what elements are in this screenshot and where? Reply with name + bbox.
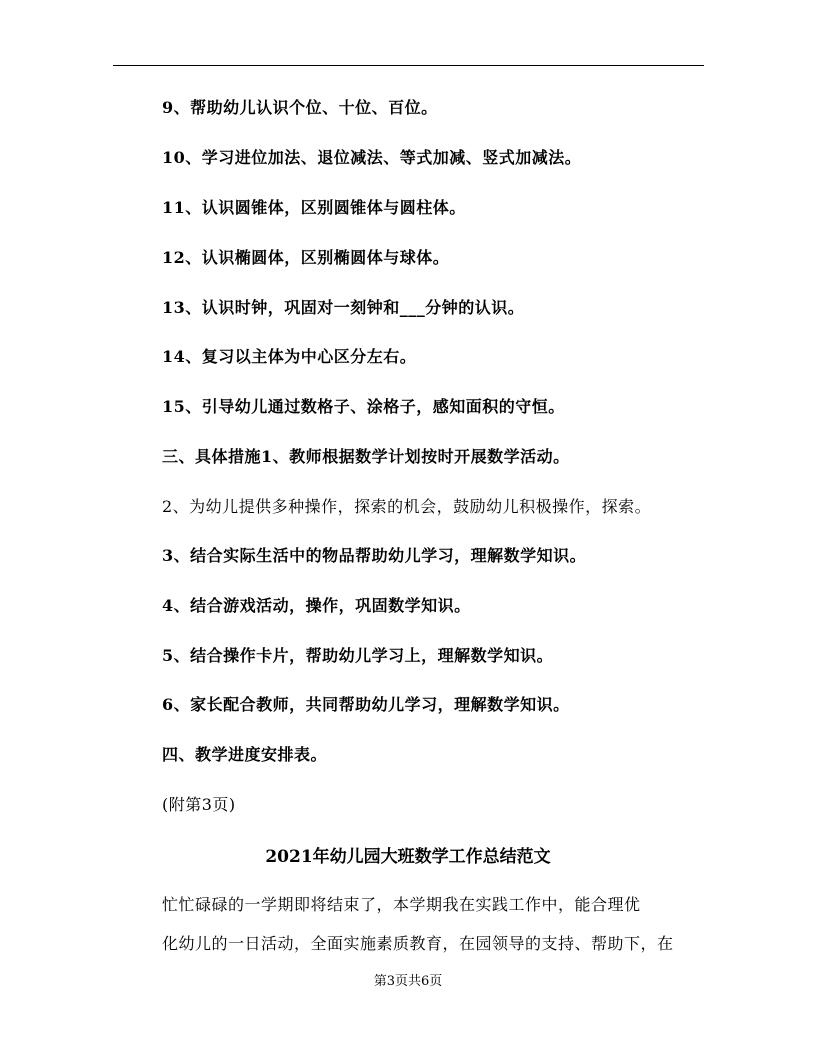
- measure-item-6: 6、家长配合教师，共同帮助幼儿学习，理解数学知识。: [162, 695, 570, 714]
- list-item-15: 15、引导幼儿通过数格子、涂格子，感知面积的守恒。: [162, 397, 565, 416]
- measure-item-2: 2、为幼儿提供多种操作，探索的机会，鼓励幼儿积极操作，探索。: [162, 497, 652, 516]
- list-item-9: 9、帮助幼儿认识个位、十位、百位。: [162, 98, 438, 117]
- list-item-14: 14、复习以主体为中心区分左右。: [162, 347, 417, 366]
- paragraph-line-2: 化幼儿的一日活动，全面实施素质教育，在园领导的支持、帮助下，在: [162, 934, 674, 953]
- paragraph-line-1: 忙忙碌碌的一学期即将结束了，本学期我在实践工作中，能合理优: [162, 895, 641, 914]
- list-item-13: 13、认识时钟，巩固对一刻钟和___分钟的认识。: [162, 298, 525, 317]
- measure-item-5: 5、结合操作卡片，帮助幼儿学习上，理解数学知识。: [162, 646, 554, 665]
- measure-item-3: 3、结合实际生活中的物品帮助幼儿学习，理解数学知识。: [162, 546, 587, 565]
- list-item-12: 12、认识椭圆体，区别椭圆体与球体。: [162, 248, 450, 267]
- list-item-11: 11、认识圆锥体，区别圆锥体与圆柱体。: [162, 198, 466, 217]
- list-item-10: 10、学习进位加法、退位减法、等式加减、竖式加减法。: [162, 148, 582, 167]
- page-footer: 第3页共6页: [373, 974, 443, 989]
- section-title: 2021年幼儿园大班数学工作总结范文: [265, 847, 551, 867]
- section-schedule: 四、教学进度安排表。: [162, 745, 328, 764]
- section-measures: 三、具体措施1、教师根据数学计划按时开展数学活动。: [162, 447, 570, 466]
- appendix-note: (附第3页): [162, 795, 236, 814]
- header-rule: [113, 65, 704, 66]
- measure-item-4: 4、结合游戏活动，操作，巩固数学知识。: [162, 596, 471, 615]
